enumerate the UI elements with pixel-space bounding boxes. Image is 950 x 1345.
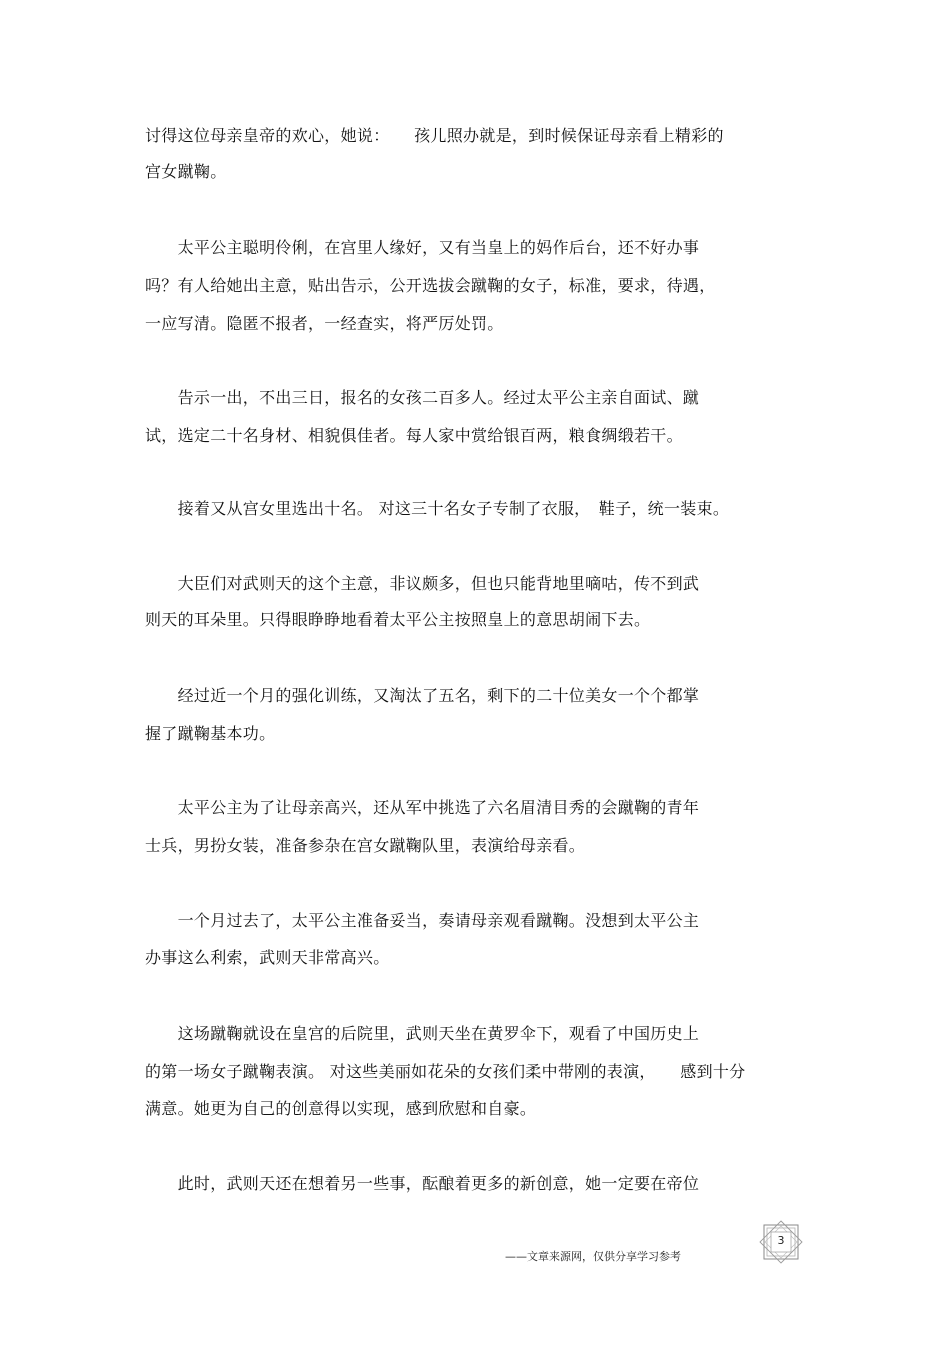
text-line: 经过近一个月的强化训练，又淘汰了五名，剩下的二十位美女一个个都掌 xyxy=(145,686,700,705)
text-line: 满意。她更为自己的创意得以实现，感到欣慰和自豪。 xyxy=(145,1099,537,1118)
text-line: 宫女蹴鞠。 xyxy=(145,162,227,181)
text-line: 太平公主聪明伶俐，在宫里人缘好，又有当皇上的妈作后台，还不好办事 xyxy=(145,238,700,257)
text-line: 士兵，男扮女装，准备参杂在宫女蹴鞠队里，表演给母亲看。 xyxy=(145,836,586,855)
text-line: 告示一出，不出三日，报名的女孩二百多人。经过太平公主亲自面试、蹴 xyxy=(145,388,700,407)
page-number: 3 xyxy=(777,1234,785,1247)
text-line: 则天的耳朵里。只得眼睁睁地看着太平公主按照皇上的意思胡闹下去。 xyxy=(145,610,651,629)
text-line: 此时，武则天还在想着另一些事，酝酿着更多的新创意，她一定要在帝位 xyxy=(145,1174,700,1193)
text-line: 接着又从宫女里选出十名。 对这三十名女子专制了衣服， 鞋子，统一装束。 xyxy=(145,499,730,518)
text-line: 一个月过去了，太平公主准备妥当，奏请母亲观看蹴鞠。没想到太平公主 xyxy=(145,911,700,930)
text-line: 吗？有人给她出主意，贴出告示，公开选拔会蹴鞠的女子，标准，要求，待遇， xyxy=(145,276,716,295)
text-line: 讨得这位母亲皇帝的欢心，她说： 孩儿照办就是，到时候保证母亲看上精彩的 xyxy=(145,126,724,145)
text-line: 一应写清。隐匿不报者，一经查实，将严厉处罚。 xyxy=(145,314,504,333)
text-line: 试，选定二十名身材、相貌俱佳者。每人家中赏给银百两，粮食绸缎若干。 xyxy=(145,426,683,445)
text-line: 太平公主为了让母亲高兴，还从军中挑选了六名眉清目秀的会蹴鞠的青年 xyxy=(145,798,700,817)
page-number-badge xyxy=(757,1220,805,1264)
text-line: 的第一场女子蹴鞠表演。 对这些美丽如花朵的女孩们柔中带刚的表演， 感到十分 xyxy=(145,1062,746,1081)
text-line: 办事这么利索，武则天非常高兴。 xyxy=(145,948,390,967)
text-line: 握了蹴鞠基本功。 xyxy=(145,724,276,743)
text-line: 这场蹴鞠就设在皇宫的后院里，武则天坐在黄罗伞下，观看了中国历史上 xyxy=(145,1024,700,1043)
text-line: 大臣们对武则天的这个主意，非议颇多，但也只能背地里嘀咕，传不到武 xyxy=(145,574,700,593)
source-note: ——文章来源网，仅供分享学习参考 xyxy=(505,1250,681,1263)
